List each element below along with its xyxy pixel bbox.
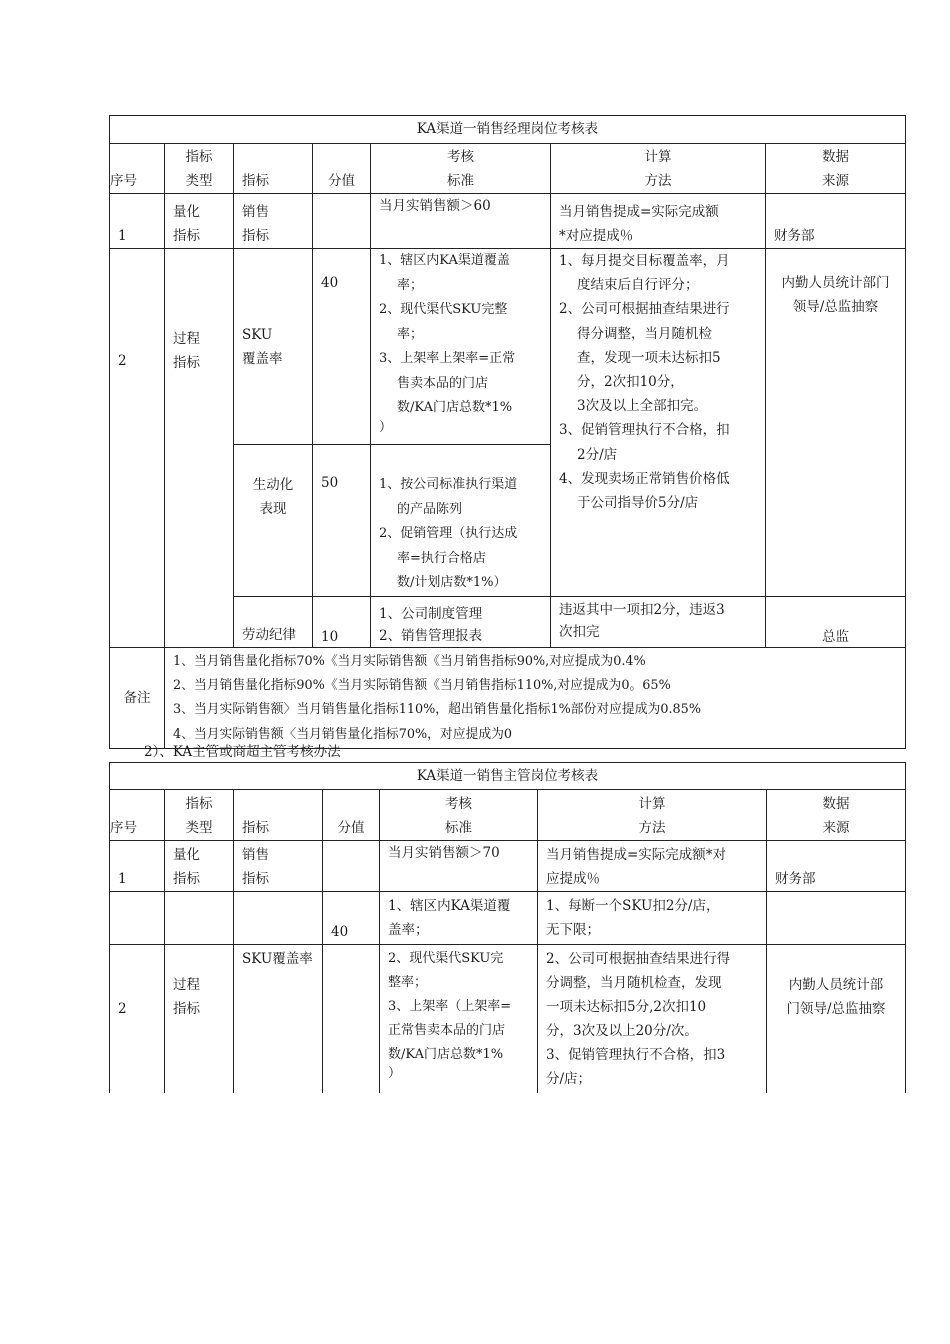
table-row (110, 841, 906, 892)
row-calc: 违返其中一项扣2分，违返3 次扣完 (551, 597, 766, 648)
row-indicator: SKU 覆盖率 (234, 249, 313, 445)
table-row (110, 194, 906, 249)
row-score (313, 194, 371, 249)
header-score: 分值 (313, 144, 371, 194)
table-title: KA渠道一销售经理岗位考核表 (110, 116, 906, 144)
header-type: 指标 类型 (165, 790, 234, 841)
note-item: 4、当月实际销售额〈当月销售量化指标70%，对应提成为0 (173, 726, 513, 742)
row-standard: 当月实销售额＞70 (380, 841, 538, 892)
header-standard: 考核 标准 (380, 790, 538, 841)
table-header-row (110, 144, 906, 194)
row-standard: 2、现代渠代SKU完 整率； 3、上架率（上架率= 正常售卖本品的门店 数/KA门店总数*1% ） (380, 945, 538, 1093)
row-calc: 当月销售提成=实际完成额*对 应提成％ (538, 841, 767, 892)
header-source: 数据 来源 (767, 790, 906, 841)
row-score: 50 (313, 445, 371, 597)
row-source: 内勤人员统计部门 领导/总监抽察 (766, 249, 906, 597)
notes-row (110, 648, 906, 749)
table-title: KA渠道一销售主管岗位考核表 (110, 763, 906, 790)
row-indicator: 销售 指标 (234, 194, 313, 249)
row-calc: 1、每月提交目标覆盖率，月 度结束后自行评分； 2、公司可根据抽查结果进行 得分调整，当月随机检 查，发现一项未达标扣5 分，2次扣10分， 3次及以上全部扣完。 3、促销管理执行不合格，扣 2分/店 4、发现卖场正常销售价格低 于公司指导价5分/店 (551, 249, 766, 597)
row-seq: 1 (110, 841, 165, 892)
row-score: 40 (323, 892, 380, 945)
manager-assessment-table (109, 115, 906, 749)
header-calc: 计算 方法 (538, 790, 767, 841)
row-indicator: SKU覆盖率 (234, 945, 323, 1093)
table-row (110, 249, 906, 445)
notes-label: 备注 (110, 648, 165, 749)
row-standard: 1、辖区内KA渠道覆 盖率； (380, 892, 538, 945)
row-source: 财务部 (766, 194, 906, 249)
header-seq: 序号 (110, 790, 165, 841)
table-header-row (110, 790, 906, 841)
header-calc: 计算 方法 (551, 144, 766, 194)
row-calc: 2、公司可根据抽查结果进行得 分调整，当月随机检查，发现 一项未达标扣5分,2次扣10 分，3次及以上20分/次。 3、促销管理执行不合格，扣3 分/店； (538, 945, 767, 1093)
header-indicator: 指标 (234, 790, 323, 841)
header-indicator: 指标 (234, 144, 313, 194)
row-score: 10 (313, 597, 371, 648)
row-standard: 当月实销售额＞60 (371, 194, 551, 249)
row-type: 过程 指标 (165, 945, 234, 1093)
table-row (110, 945, 906, 1093)
row-seq: 1 (110, 194, 165, 249)
row-indicator: 生动化 表现 (234, 445, 313, 597)
row-source: 财务部 (767, 841, 906, 892)
row-indicator: 销售 指标 (234, 841, 323, 892)
header-seq: 序号 (110, 144, 165, 194)
row-score: 40 (313, 249, 371, 445)
row-standard: 1、按公司标准执行渠道 的产品陈列 2、促销管理（执行达成 率=执行合格店 数/计划店数*1%） (371, 445, 551, 597)
row-calc: 1、每断一个SKU扣2分/店， 无下限； (538, 892, 767, 945)
notes-list (165, 648, 906, 749)
row-standard: 1、辖区内KA渠道覆盖 率； 2、现代渠代SKU完整 率； 3、上架率上架率=正常 售卖本品的门店 数/KA门店总数*1% ） (371, 249, 551, 445)
row-indicator: 劳动纪律 (234, 597, 313, 648)
row-seq: 2 (110, 249, 165, 648)
note-item: 2、当月销售量化指标90%《当月实际销售额《当月销售指标110%,对应提成为0。65% (173, 678, 671, 694)
section-caption: 2）、KA主管或商超主管考核办法 (144, 744, 341, 760)
row-standard: 1、公司制度管理 2、销售管理报表 (371, 597, 551, 648)
row-seq: 2 (110, 945, 165, 1093)
row-type: 量化 指标 (165, 194, 234, 249)
row-type: 量化 指标 (165, 841, 234, 892)
row-calc: 当月销售提成=实际完成额 *对应提成％ (551, 194, 766, 249)
header-standard: 考核 标准 (371, 144, 551, 194)
header-source: 数据 来源 (766, 144, 906, 194)
note-item: 1、当月销售量化指标70%《当月实际销售额《当月销售指标90%,对应提成为0.4% (173, 654, 646, 669)
row-source: 总监 (766, 597, 906, 648)
header-score: 分值 (323, 790, 380, 841)
header-type: 指标 类型 (165, 144, 234, 194)
note-item: 3、当月实际销售额〉当月销售量化指标110%，超出销售量化指标1%部份对应提成为0.85% (173, 702, 701, 718)
supervisor-assessment-table (109, 762, 906, 1093)
row-type: 过程 指标 (165, 249, 234, 648)
table-row (110, 892, 906, 945)
row-source: 内勤人员统计部 门领导/总监抽察 (767, 945, 906, 1093)
